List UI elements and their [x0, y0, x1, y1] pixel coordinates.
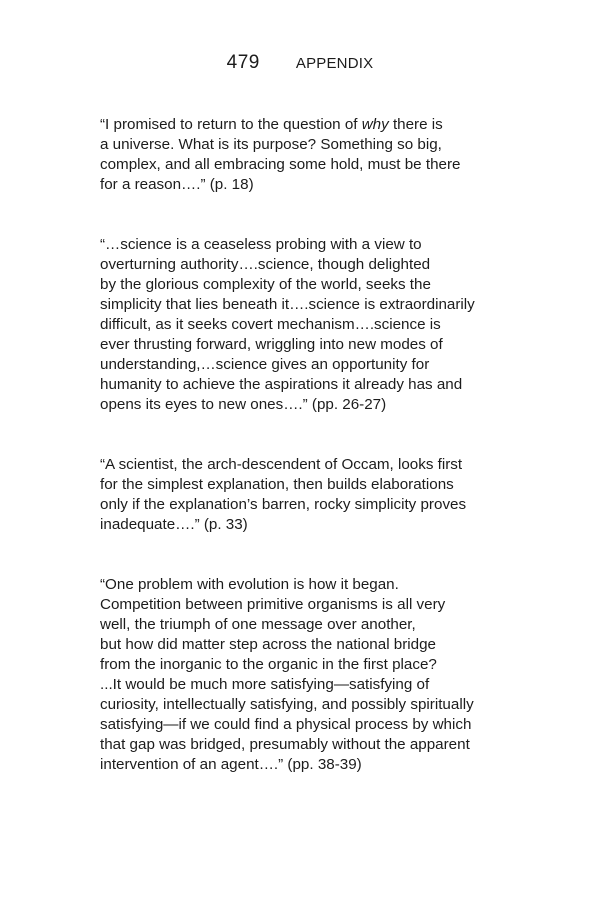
quote-line: well, the triumph of one message over another, — [100, 616, 416, 633]
quote-block — [100, 575, 510, 775]
quote-line: humanity to achieve the aspirations it already has and — [100, 376, 463, 393]
quote-line: inadequate….” (p. 33) — [100, 516, 248, 533]
quote-line: for the simplest explanation, then builds elaborations — [100, 476, 454, 493]
quote-line: from the inorganic to the organic in the first place? — [100, 656, 437, 673]
quote-line: curiosity, intellectually satisfying, and possibly spiritually — [100, 696, 474, 713]
quote-line: “A scientist, the arch-descendent of Occam, looks first — [100, 456, 463, 473]
section-title: APPENDIX — [295, 55, 374, 72]
quote-line-text: there is — [388, 116, 443, 133]
quote-line: complex, and all embracing some hold, must be there — [100, 156, 461, 173]
quote-block — [100, 455, 510, 535]
quote-line: by the glorious complexity of the world, seeks the — [100, 276, 431, 293]
quote-line: “…science is a ceaseless probing with a view to — [100, 236, 422, 253]
quote-line: a universe. What is its purpose? Something so big, — [100, 136, 442, 153]
quote-line: “One problem with evolution is how it began. — [100, 576, 399, 593]
quote-line: understanding,…science gives an opportunity for — [100, 356, 430, 373]
quote-line: overturning authority….science, though delighted — [100, 256, 431, 273]
quote-line: Competition between primitive organisms is all very — [100, 596, 446, 613]
quote-line: opens its eyes to new ones….” (pp. 26-27) — [100, 396, 387, 413]
quote-block — [100, 235, 510, 415]
running-header — [0, 52, 600, 74]
quote-line-text: “I promised to return to the question of — [100, 116, 362, 133]
quote-block — [100, 115, 510, 195]
quote-line: difficult, as it seeks covert mechanism….science is — [100, 316, 441, 333]
quote-line: that gap was bridged, presumably without the apparent — [100, 736, 470, 753]
page-number: 479 — [226, 52, 260, 73]
quote-line: ...It would be much more satisfying—satisfying of — [100, 676, 430, 693]
quote-line: for a reason….” (p. 18) — [100, 176, 254, 193]
quote-line: simplicity that lies beneath it….science is extraordinarily — [100, 296, 475, 313]
quote-line: satisfying—if we could find a physical process by which — [100, 716, 472, 733]
emphasized-word: why — [361, 116, 389, 133]
quote-line — [100, 115, 510, 135]
quote-line: ever thrusting forward, wriggling into new modes of — [100, 336, 443, 353]
quote-line: but how did matter step across the national bridge — [100, 636, 437, 653]
quote-line: only if the explanation’s barren, rocky simplicity proves — [100, 496, 467, 513]
quote-line: intervention of an agent….” (pp. 38-39) — [100, 756, 362, 773]
